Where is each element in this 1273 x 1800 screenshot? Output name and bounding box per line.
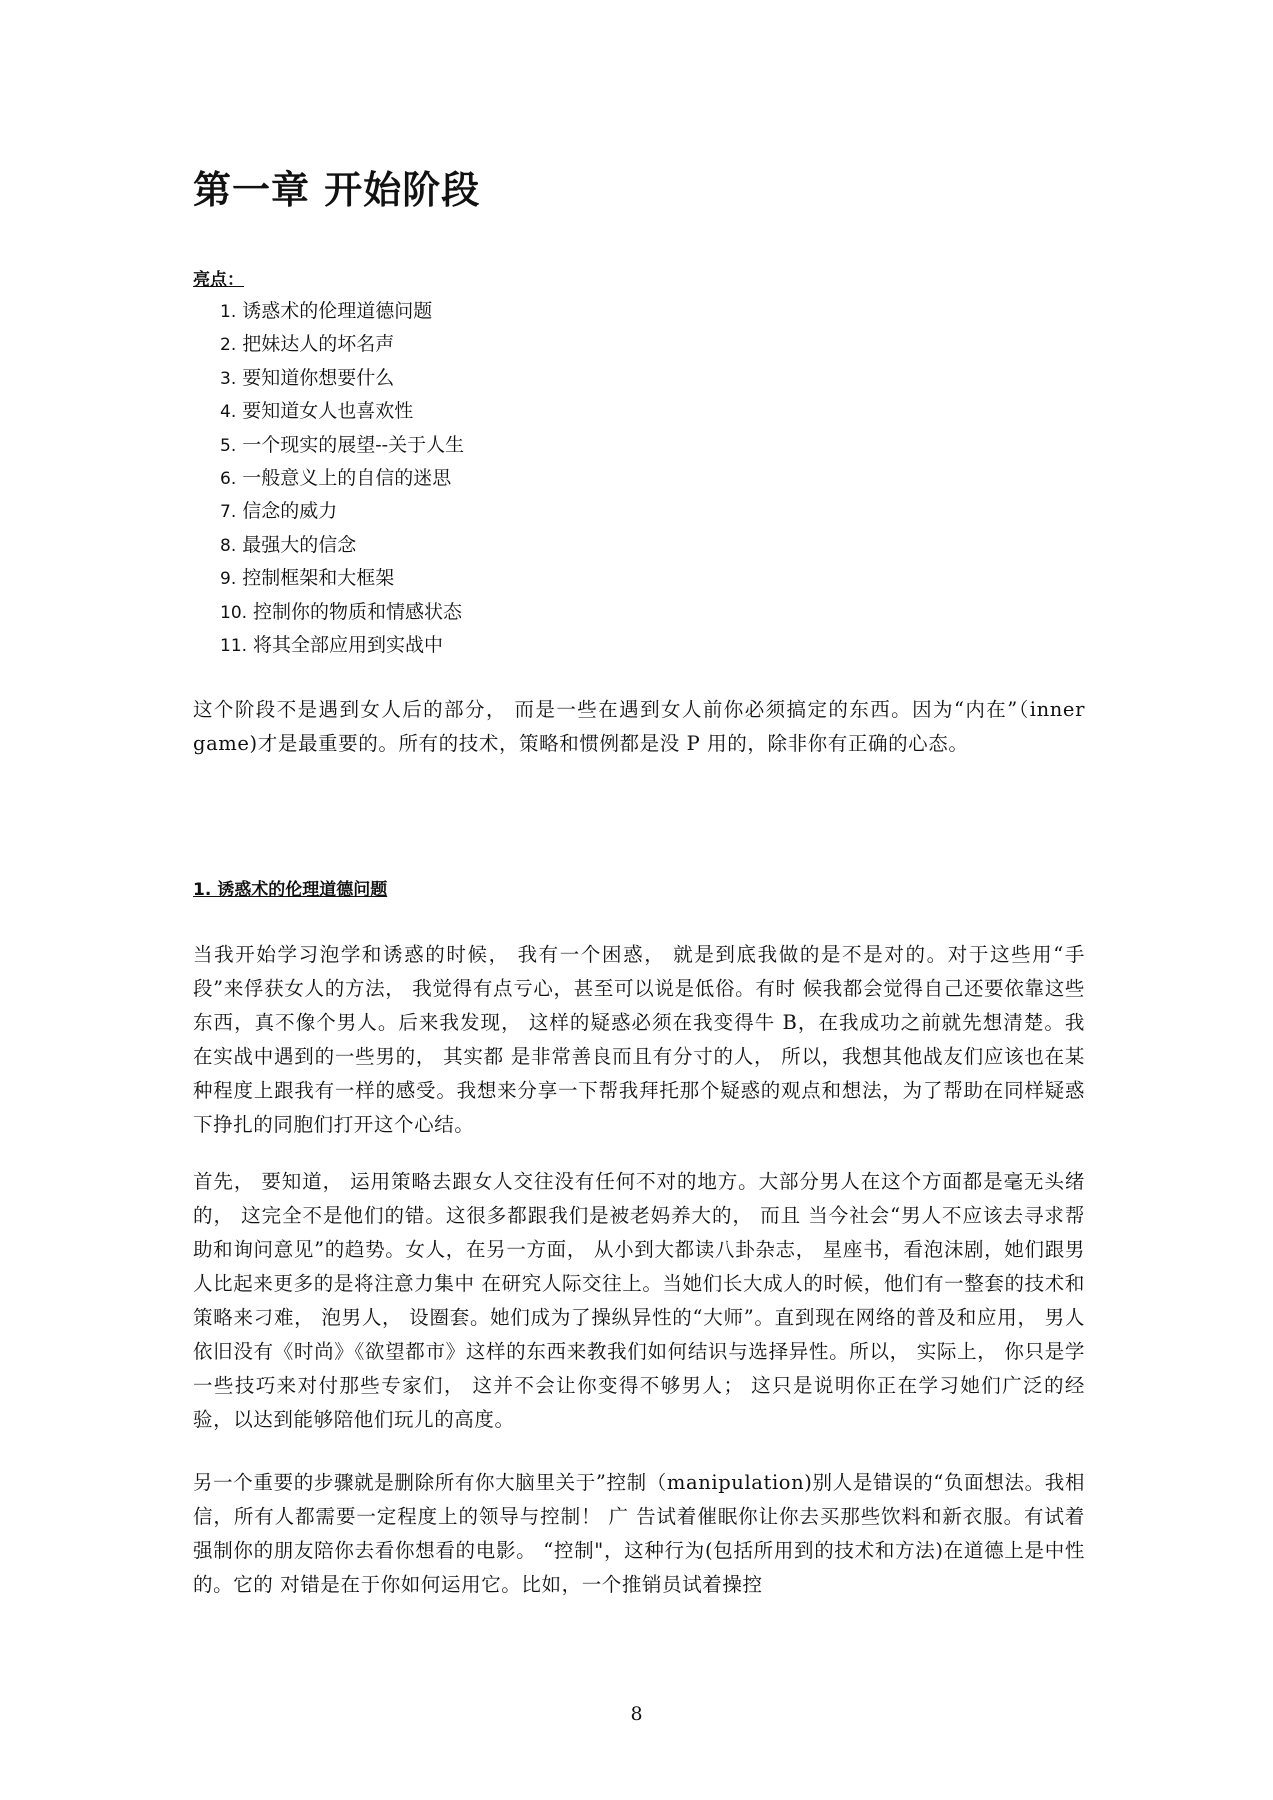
highlight-item-number: 10. xyxy=(220,602,248,623)
section-paragraph: 另一个重要的步骤就是删除所有你大脑里关于”控制（manipulation)别人是错误的“负面想法。我相信，所有人都需要一定程度上的领导与控制！ 广 告试着催眠你让你去买那些饮料和新衣服。有试着强制你的朋友陪你去看你想看的电影。 “控制"，这种行为(包括所用到的技术和方法)在道德上是中性的。它的 对错是在于你如何运用它。比如，一个推销员试着操控 xyxy=(193,1471,1085,1596)
highlight-item-number: 1. xyxy=(220,302,237,322)
page-number: 8 xyxy=(630,1703,643,1725)
highlight-item-text: 把妹达人的坏名声 xyxy=(242,333,395,356)
highlight-item-text: 一般意义上的自信的迷思 xyxy=(242,466,452,489)
section-paragraph: 首先， 要知道， 运用策略去跟女人交往没有任何不对的地方。大部分男人在这个方面都是毫无头绪的， 这完全不是他们的错。这很多都跟我们是被老妈养大的， 而且 当今社会“男人不应该去寻求帮助和询问意见”的趋势。女人，在另一方面， 从小到大都读八卦杂志， 星座书，看泡沫剧，她们跟男人比起来更多的是将注意力集中 在研究人际交往上。当她们长大成人的时候，他们有一整套的技术和策略来刁难， 泡男人， 设圈套。她们成为了操纵异性的“大师”。直到现在网络的普及和应用， 男人依旧没有《时尚》《欲望都市》这样的东西来教我们如何结识与选择异性。所以， 实际上， 你只是学一些技巧来对付那些专家们， 这并不会让你变得不够男人； 这只是说明你正在学习她们广泛的经验，以达到能够陪他们玩儿的高度。 xyxy=(193,1170,1085,1431)
highlight-item-number: 6. xyxy=(220,468,237,489)
highlight-item xyxy=(220,362,464,395)
highlight-item-text: 要知道你想要什么 xyxy=(242,366,395,389)
highlight-item-number: 9. xyxy=(220,569,237,590)
chapter-title: 第一章 开始阶段 xyxy=(193,168,481,212)
highlight-item-number: 11. xyxy=(220,635,248,656)
highlight-item-text: 诱惑术的伦理道德问题 xyxy=(242,300,433,322)
highlights-label: 亮点： xyxy=(193,270,244,290)
highlight-item xyxy=(220,562,464,595)
section-title: 1. 诱惑术的伦理道德问题 xyxy=(193,880,388,900)
intro-paragraph: 这个阶段不是遇到女人后的部分， 而是一些在遇到女人前你必须搞定的东西。因为“内在”（inner game)才是最重要的。所有的技术，策略和惯例都是没 P 用的，除非你有正确的心态。 xyxy=(193,698,1085,755)
highlight-item xyxy=(220,328,464,361)
highlight-item-text: 控制框架和大框架 xyxy=(242,567,395,590)
highlight-item-text: 信念的威力 xyxy=(242,500,338,523)
highlight-item xyxy=(220,295,464,328)
highlight-item-number: 7. xyxy=(220,502,237,523)
highlights-list xyxy=(220,295,464,662)
highlight-item-text: 最强大的信念 xyxy=(242,533,357,556)
highlight-item-text: 要知道女人也喜欢性 xyxy=(242,400,414,423)
highlight-item xyxy=(220,429,464,462)
highlight-item-number: 2. xyxy=(220,335,237,356)
highlight-item-text: 一个现实的展望--关于人生 xyxy=(242,433,465,456)
highlight-item xyxy=(220,629,464,662)
highlight-item xyxy=(220,495,464,528)
highlight-item-number: 5. xyxy=(220,435,237,456)
highlight-item xyxy=(220,395,464,428)
highlight-item xyxy=(220,529,464,562)
highlight-item-text: 将其全部应用到实战中 xyxy=(253,633,444,656)
highlight-item-text: 控制你的物质和情感状态 xyxy=(253,600,463,623)
highlight-item-number: 4. xyxy=(220,402,237,423)
highlight-item xyxy=(220,596,464,629)
highlight-item-number: 3. xyxy=(220,368,237,389)
highlight-item-number: 8. xyxy=(220,535,237,556)
section-paragraph: 当我开始学习泡学和诱惑的时候， 我有一个困惑， 就是到底我做的是不是对的。对于这些用“手段”来俘获女人的方法， 我觉得有点亏心，甚至可以说是低俗。有时 候我都会觉得自己还要依靠这些东西，真不像个男人。后来我发现， 这样的疑惑必须在我变得牛 B，在我成功之前就先想清楚。我在实战中遇到的一些男的， 其实都 是非常善良而且有分寸的人， 所以，我想其他战友们应该也在某种程度上跟我有一样的感受。我想来分享一下帮我拜托那个疑惑的观点和想法，为了帮助在同样疑惑 下挣扎的同胞们打开这个心结。 xyxy=(193,943,1085,1136)
highlight-item xyxy=(220,462,464,495)
